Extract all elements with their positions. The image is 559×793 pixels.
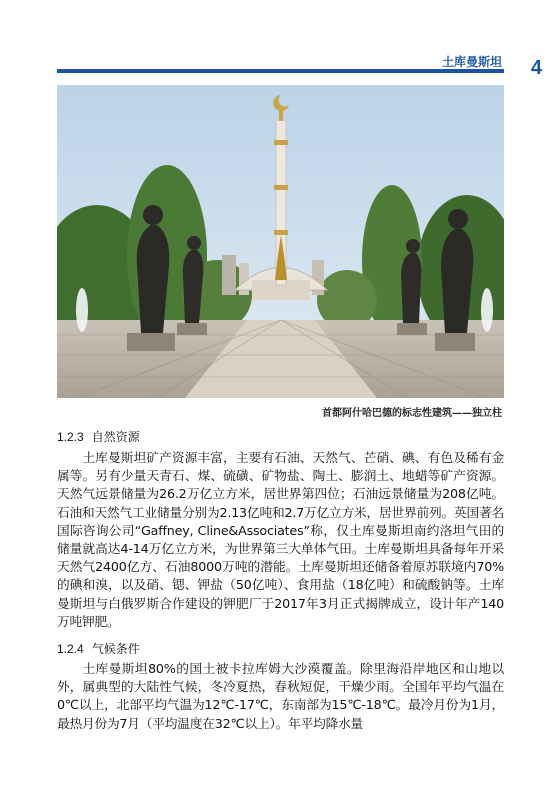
section-heading-climate <box>57 640 140 657</box>
running-header-title: 土库曼斯坦 <box>441 55 502 69</box>
paragraph-natural-resources: 土库曼斯坦矿产资源丰富，主要有石油、天然气、芒硝、碘、有色及稀有金属等。另有少量天青石、煤、硫磺、矿物盐、陶土、膨润土、地蜡等矿产资源。天然气远景储量为26.2万亿立方米，居世界第四位；石油远景储量为208亿吨。石油和天然气工业储量分别为2.13亿吨和2.7万亿立方米，居世界前列。英国著名国际咨询公司“Gaffney, Cline&Associates”称，仅土库曼斯坦南约洛坦气田的储量就高达4-14万亿立方米，为世界第三大单体气田。土库曼斯坦具备每年开采天然气2400亿方、石油8000万吨的潜能。土库曼斯坦还储备着原苏联境内70%的碘和溴，以及硝、锶、钾盐（50亿吨）、食用盐（18亿吨）和硫酸钠等。土库曼斯坦与白俄罗斯合作建设的钾肥厂于2017年3月正式揭牌成立，设计年产140万吨钾肥。 <box>57 450 504 629</box>
section-number: 1.2.3 <box>57 430 84 444</box>
section-number: 1.2.4 <box>57 642 84 656</box>
header-rule <box>57 69 504 73</box>
figure-caption: 首都阿什哈巴德的标志性建筑——独立柱 <box>322 408 502 419</box>
independence-monument-photo <box>57 85 504 398</box>
page-number: 4 <box>530 57 542 79</box>
section-title: 自然资源 <box>91 430 140 444</box>
section-heading-natural-resources <box>57 428 140 445</box>
paragraph-climate: 土库曼斯坦80%的国土被卡拉库姆大沙漠覆盖。除里海沿岸地区和山地以外，属典型的大陆性气候，冬冷夏热，春秋短促，干燥少雨。全国年平均气温在0℃以上，北部平均气温为12℃-17℃，东南部为15℃-18℃。最冷月份为1月，最热月份为7月（平均温度在32℃以上）。年平均降水量 <box>57 661 504 731</box>
section-title: 气候条件 <box>91 642 140 656</box>
